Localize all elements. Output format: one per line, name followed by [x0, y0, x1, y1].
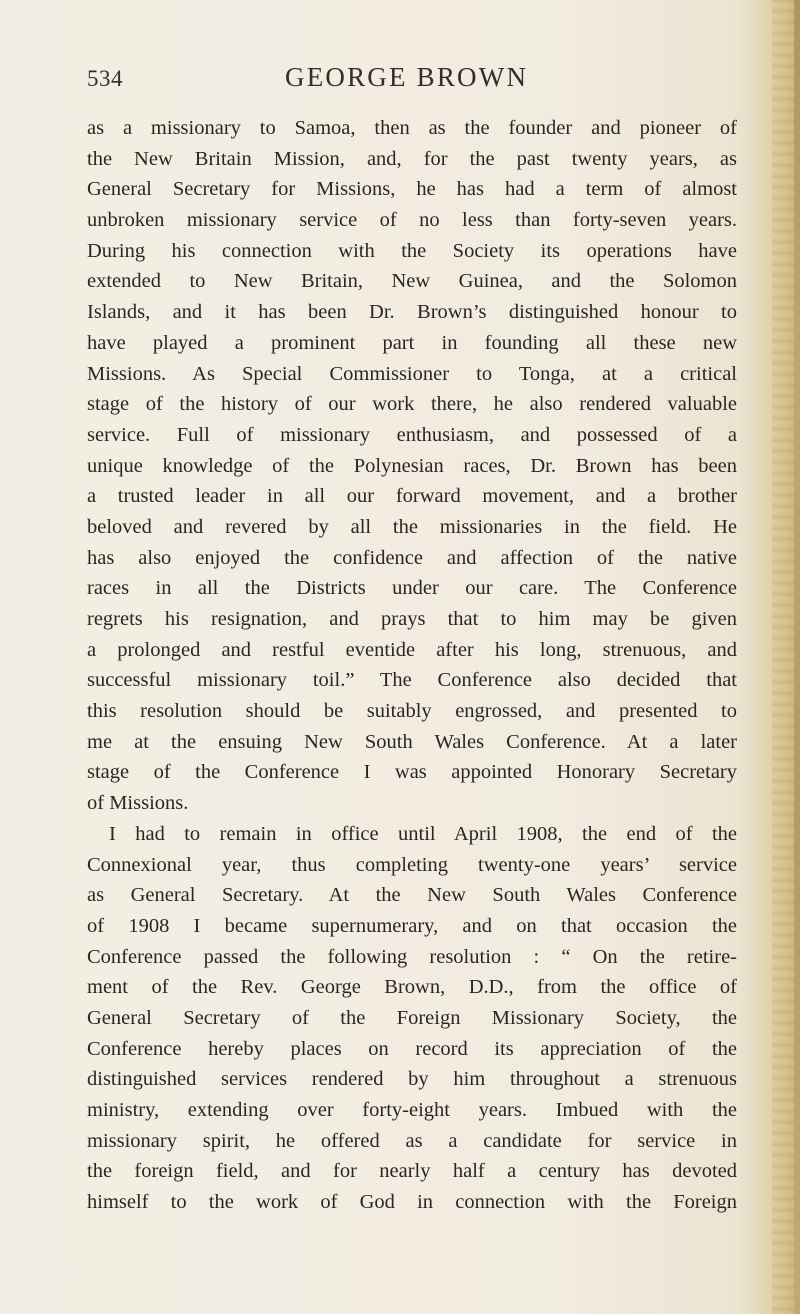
text-line: have played a prominent part in founding all these new	[87, 331, 737, 354]
text-line: ment of the Rev. George Brown, D.D., from the office of	[87, 976, 737, 999]
body-text	[87, 113, 737, 1218]
text-line: unique knowledge of the Polynesian races, Dr. Brown has been	[87, 454, 737, 477]
text-line: a prolonged and restful eventide after his long, strenuous, and	[87, 638, 737, 661]
text-line: me at the ensuing New South Wales Conference. At a later	[87, 730, 737, 753]
text-line: Connexional year, thus completing twenty-one years’ service	[87, 853, 737, 876]
text-line: regrets his resignation, and prays that to him may be given	[87, 608, 737, 630]
text-line: distinguished services rendered by him throughout a strenuous	[87, 1068, 737, 1091]
text-line: service. Full of missionary enthusiasm, and possessed of a	[87, 423, 737, 446]
text-line: as a missionary to Samoa, then as the founder and pioneer of	[87, 117, 737, 139]
text-line: unbroken missionary service of no less than forty-seven years.	[87, 209, 737, 232]
text-line: ministry, extending over forty-eight years. Imbued with the	[87, 1099, 737, 1121]
text-line: the foreign field, and for nearly half a century has devoted	[87, 1160, 737, 1183]
text-line: I had to remain in office until April 1908, the end of the	[109, 822, 737, 845]
text-line: Islands, and it has been Dr. Brown’s distinguished honour to	[87, 301, 737, 324]
text-line: beloved and revered by all the missionaries in the field. He	[87, 515, 737, 538]
text-line: missionary spirit, he offered as a candidate for service in	[87, 1129, 737, 1152]
text-line: Conference passed the following resolution : “ On the retire-	[87, 945, 737, 968]
text-line: During his connection with the Society its operations have	[87, 239, 737, 262]
text-line: successful missionary toil.” The Conference also decided that	[87, 669, 737, 692]
page-header	[0, 62, 800, 102]
text-line: General Secretary of the Foreign Missionary Society, the	[87, 1006, 737, 1029]
text-line: himself to the work of God in connection with the Foreign	[87, 1191, 737, 1214]
text-line: races in all the Districts under our care. The Conference	[87, 577, 737, 600]
text-line: Missions. As Special Commissioner to Tonga, at a critical	[87, 362, 737, 385]
text-line: General Secretary for Missions, he has had a term of almost	[87, 178, 737, 201]
text-line: of 1908 I became supernumerary, and on that occasion the	[87, 914, 737, 937]
text-line: this resolution should be suitably engrossed, and presented to	[87, 700, 737, 723]
text-line: a trusted leader in all our forward movement, and a brother	[87, 485, 737, 508]
text-line: of Missions.	[87, 792, 189, 815]
page-edge-texture	[772, 0, 794, 1314]
page-number: 534	[87, 66, 123, 91]
page-edge-shadow	[794, 0, 800, 1314]
text-line: Conference hereby places on record its appreciation of the	[87, 1037, 737, 1060]
text-line: the New Britain Mission, and, for the past twenty years, as	[87, 147, 737, 170]
text-line: as General Secretary. At the New South Wales Conference	[87, 884, 737, 907]
text-line: extended to New Britain, New Guinea, and the Solomon	[87, 270, 737, 293]
text-line: stage of the Conference I was appointed Honorary Secretary	[87, 761, 737, 784]
text-line: has also enjoyed the confidence and affection of the native	[87, 546, 737, 569]
running-title: GEORGE BROWN	[285, 62, 529, 92]
text-line: stage of the history of our work there, he also rendered valuable	[87, 393, 737, 416]
